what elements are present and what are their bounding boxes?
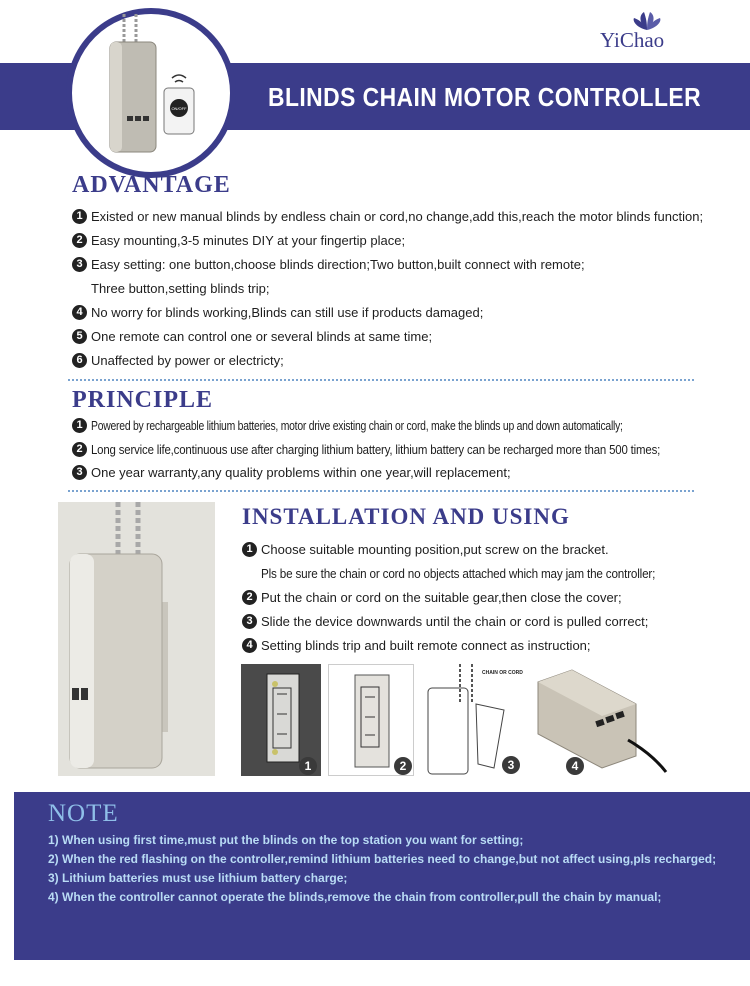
advantage-heading: ADVANTAGE bbox=[72, 172, 231, 198]
number-bullet-icon: 2 bbox=[242, 590, 257, 605]
brand-logo: YiChao bbox=[600, 28, 665, 52]
number-bullet-icon: 4 bbox=[242, 638, 257, 653]
number-bullet-icon: 1 bbox=[72, 209, 87, 224]
note-line: 2) When the red flashing on the controller,remind lithium batteries need to change,but not affect using,pls recharged; bbox=[48, 852, 717, 866]
principle-heading: PRINCIPLE bbox=[72, 387, 214, 413]
installation-item-continued: Pls be sure the chain or cord no objects attached which may jam the controller; bbox=[261, 566, 656, 581]
number-bullet-icon: 5 bbox=[72, 329, 87, 344]
step-3-badge: 3 bbox=[502, 756, 520, 774]
number-bullet-icon: 2 bbox=[72, 233, 87, 248]
note-line: 1) When using first time,must put the blinds on the top station you want for setting; bbox=[48, 833, 524, 847]
step-2-badge: 2 bbox=[394, 757, 412, 775]
remote-screen-text: ON/OFF bbox=[171, 106, 187, 111]
divider bbox=[68, 379, 694, 381]
installation-item: 2 Put the chain or cord on the suitable gear,then close the cover; bbox=[242, 590, 622, 605]
principle-item: 2 Long service life,continuous use after charging lithium battery, lithium battery can be recharged more than 500 times; bbox=[72, 442, 738, 457]
advantage-item: 2 Easy mounting,3-5 minutes DIY at your fingertip place; bbox=[72, 233, 405, 248]
number-bullet-icon: 4 bbox=[72, 305, 87, 320]
product-hero-illustration bbox=[72, 14, 230, 172]
number-bullet-icon: 1 bbox=[242, 542, 257, 557]
step-1-image bbox=[241, 664, 321, 776]
step-4-badge: 4 bbox=[566, 757, 584, 775]
advantage-item: 3 Easy setting: one button,choose blinds direction;Two button,built connect with remote; bbox=[72, 257, 585, 272]
principle-item: 1 Powered by rechargeable lithium batteries, motor drive existing chain or cord, make the blinds up and down automatically; bbox=[72, 418, 750, 433]
installation-item: 3 Slide the device downwards until the chain or cord is pulled correct; bbox=[242, 614, 648, 629]
step-4-image bbox=[532, 664, 672, 776]
number-bullet-icon: 3 bbox=[72, 465, 87, 480]
advantage-item: 6 Unaffected by power or electricty; bbox=[72, 353, 284, 368]
installation-item: 1 Choose suitable mounting position,put screw on the bracket. bbox=[242, 542, 609, 557]
installation-heading: INSTALLATION AND USING bbox=[242, 504, 570, 529]
advantage-item-continued: Three button,setting blinds trip; bbox=[91, 281, 270, 296]
product-photo bbox=[58, 502, 215, 776]
number-bullet-icon: 1 bbox=[72, 418, 87, 433]
step-2-image bbox=[328, 664, 414, 776]
step-1-badge: 1 bbox=[299, 757, 317, 775]
principle-item: 3 One year warranty,any quality problems within one year,will replacement; bbox=[72, 465, 511, 480]
note-line: 4) When the controller cannot operate the blinds,remove the chain from controller,pull the chain by manual; bbox=[48, 890, 662, 904]
advantage-item: 4 No worry for blinds working,Blinds can still use if products damaged; bbox=[72, 305, 483, 320]
chain-or-cord-label: CHAIN OR CORD bbox=[482, 670, 523, 676]
number-bullet-icon: 6 bbox=[72, 353, 87, 368]
page-title: BLINDS CHAIN MOTOR CONTROLLER bbox=[268, 82, 702, 112]
installation-item: 4 Setting blinds trip and built remote connect as instruction; bbox=[242, 638, 591, 653]
number-bullet-icon: 3 bbox=[72, 257, 87, 272]
number-bullet-icon: 2 bbox=[72, 442, 87, 457]
divider bbox=[68, 490, 694, 492]
product-hero-circle bbox=[66, 8, 236, 178]
advantage-item: 5 One remote can control one or several blinds at same time; bbox=[72, 329, 432, 344]
advantage-item: 1 Existed or new manual blinds by endless chain or cord,no change,add this,reach the motor blinds function; bbox=[72, 209, 703, 224]
note-line: 3) Lithium batteries must use lithium battery charge; bbox=[48, 871, 348, 885]
step-3-image bbox=[420, 664, 525, 776]
number-bullet-icon: 3 bbox=[242, 614, 257, 629]
note-heading: NOTE bbox=[48, 800, 119, 827]
